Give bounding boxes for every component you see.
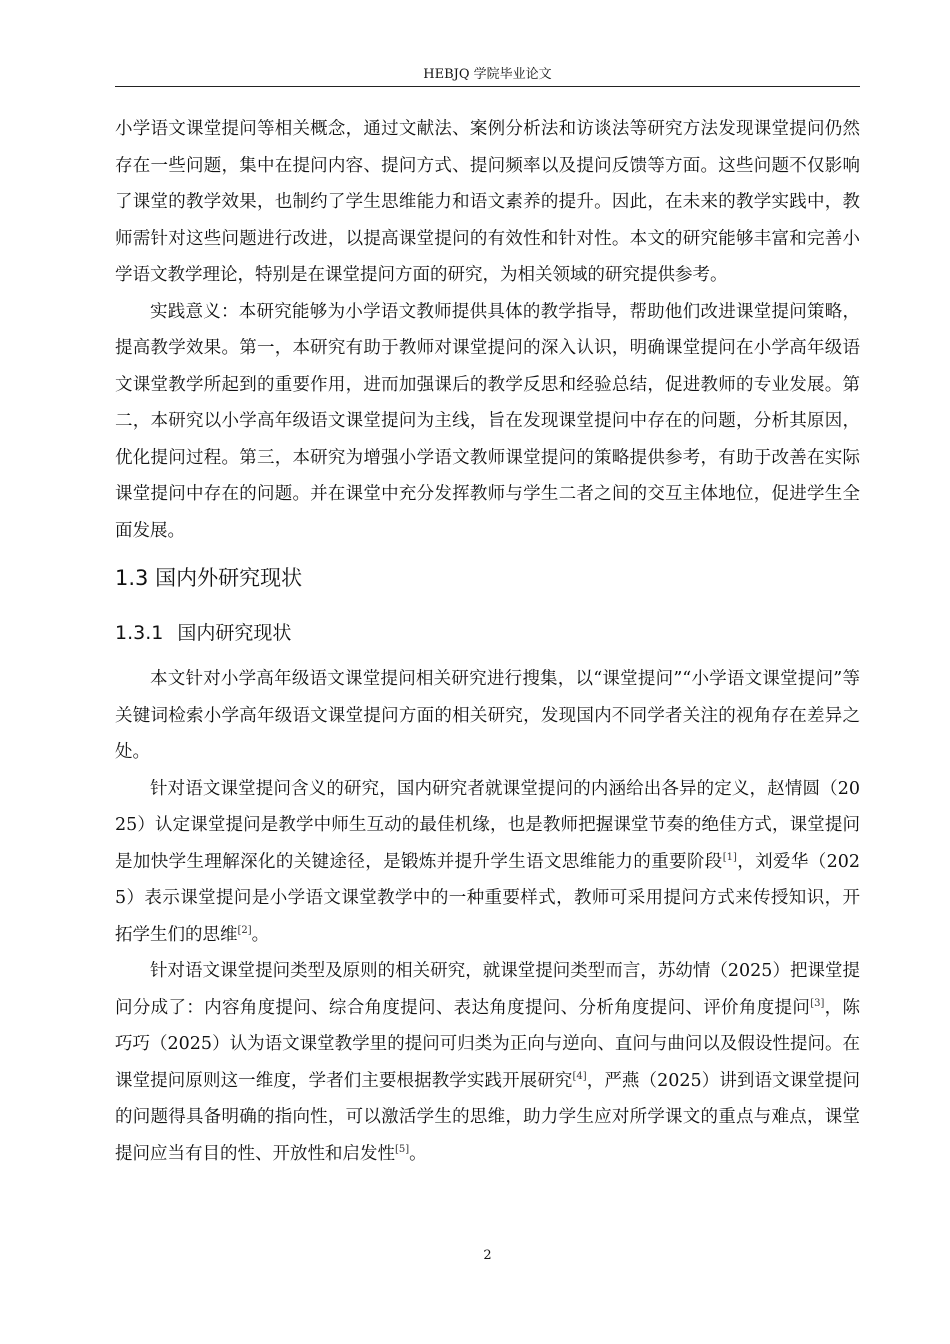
- section-heading: 1.3 国内外研究现状: [115, 566, 303, 590]
- text-segment: 。: [251, 924, 270, 945]
- citation-1: [1]: [722, 851, 737, 863]
- text-segment: ，陈巧巧（2025）认为语文课堂教学里的提问可归类为正向与逆向、直问与曲问以及假设性提问。在课堂提问原则这一维度，学者们主要根据教学实践开展研究: [115, 997, 861, 1091]
- text-segment: 。: [409, 1143, 427, 1164]
- body-content: [115, 111, 860, 1172]
- subsection-title: 国内研究现状: [177, 622, 292, 644]
- text-segment: 针对语文课堂提问类型及原则的相关研究，就课堂提问类型而言，苏幼情（2025）把课堂提问分成了：内容角度提问、综合角度提问、表达角度提问、分析角度提问、评价角度提问: [115, 961, 860, 1018]
- citation-2: [2]: [237, 924, 252, 936]
- subsection-number: 1.3.1: [115, 622, 164, 644]
- header-divider: [115, 86, 860, 87]
- paragraph-search-overview: 本文针对小学高年级语文课堂提问相关研究进行搜集，以“课堂提问”“小学语文课堂提问”等关键词检索小学高年级语文课堂提问方面的相关研究，发现国内不同学者关注的视角存在差异之处。: [115, 669, 860, 762]
- paragraph-theoretical-significance: 小学语文课堂提问等相关概念，通过文献法、案例分析法和访谈法等研究方法发现课堂提问仍然存在一些问题，集中在提问内容、提问方式、提问频率以及提问反馈等方面。这些问题不仅影响了课堂的教学效果，也制约了学生思维能力和语文素养的提升。因此，在未来的教学实践中，教师需针对这些问题进行改进，以提高课堂提问的有效性和针对性。本文的研究能够丰富和完善小学语文教学理论，特别是在课堂提问方面的研究，为相关领域的研究提供参考。: [115, 119, 860, 285]
- paragraph-types-principles: [115, 953, 860, 1172]
- text-segment: 针对语文课堂提问含义的研究，国内研究者就课堂提问的内涵给出各异的定义，赵情圆（2025）认定课堂提问是教学中师生互动的最佳机缘，也是教师把握课堂节奏的绝佳方式，课堂提问是加快学生理解深化的关键途径，是锻炼并提升学生语文思维能力的重要阶段: [115, 778, 860, 872]
- citation-4: [4]: [572, 1070, 587, 1082]
- text-segment: ，严燕（2025）讲到语文课堂提问的问题得具备明确的指向性，可以激活学生的思维，助力学生应对所学课文的重点与难点，课堂提问应当有目的性、开放性和启发性: [115, 1070, 860, 1164]
- subsection-heading: [115, 615, 860, 661]
- citation-5: [5]: [395, 1143, 410, 1155]
- paragraph-practical-significance: 实践意义：本研究能够为小学语文教师提供具体的教学指导，帮助他们改进课堂提问策略，提高教学效果。第一，本研究有助于教师对课堂提问的深入认识，明确课堂提问在小学高年级语文课堂教学所起到的重要作用，进而加强课后的教学反思和经验总结，促进教师的专业发展。第二，本研究以小学高年级语文课堂提问为主线，旨在发现课堂提问中存在的问题，分析其原因，优化提问过程。第三，本研究为增强小学语文教师课堂提问的策略提供参考，有助于改善在实际课堂提问中存在的问题。并在课堂中充分发挥教师与学生二者之间的交互主体地位，促进学生全面发展。: [115, 301, 860, 541]
- page-number: 2: [483, 1248, 492, 1263]
- paragraph-definition-research: [115, 771, 860, 954]
- citation-3: [3]: [810, 997, 825, 1009]
- text-segment: ，刘爱华（2025）表示课堂提问是小学语文课堂教学中的一种重要样式，教师可采用提问方式来传授知识，开拓学生们的思维: [115, 851, 860, 945]
- page-header: HEBJQ 学院毕业论文: [423, 67, 552, 82]
